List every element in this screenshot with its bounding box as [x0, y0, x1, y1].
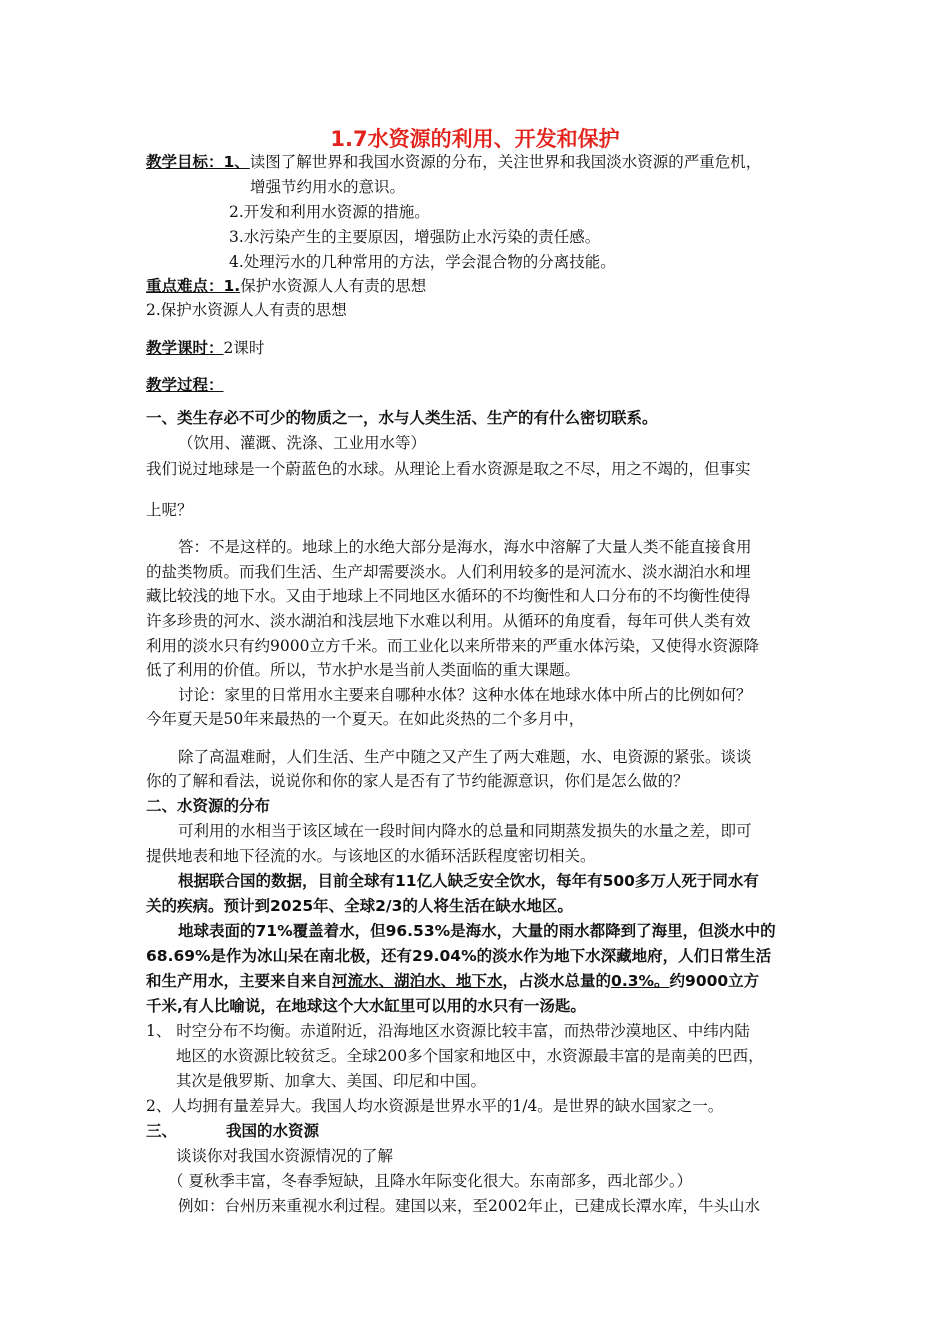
section2-p1a: 可利用的水相当于该区域在一段时间内降水的总量和同期蒸发损失的水量之差，即可: [178, 822, 752, 840]
key-points-label: 重点难点：1.: [146, 277, 241, 295]
hours-value: 2课时: [223, 339, 265, 357]
freshwater-percent: 0.3%。: [611, 972, 670, 990]
earth-water-line-3-mid: ，占淡水总量的: [502, 972, 612, 990]
section3-p3: 例如：台州历来重视水利过程。建国以来，至2002年止，已建成长潭水库，牛头山水: [178, 1197, 760, 1215]
key-points-line-2: 2.保护水资源人人有责的思想: [146, 301, 347, 319]
hours-label: 教学课时：: [146, 339, 224, 357]
list-item-1-line-3: 其次是俄罗斯、加拿大、美国、印尼和中国。: [176, 1072, 487, 1090]
process-label: 教学过程：: [146, 376, 224, 394]
objectives-line-1: [146, 151, 761, 173]
freshwater-sources: 河流水、湖泊水、地下水: [332, 972, 503, 990]
earth-water-line-3-post: 约9000立方: [669, 972, 760, 990]
objectives-text-1: 读图了解世界和我国水资源的分布，关注世界和我国淡水资源的严重危机，: [249, 153, 762, 171]
objectives-line-1b: 增强节约用水的意识。: [250, 178, 406, 196]
answer-line-4: 许多珍贵的河水、淡水湖泊和浅层地下水难以利用。从循环的角度看，每年可供人类有效: [146, 612, 751, 630]
un-data-line-2: 关的疾病。预计到2025年、全球2/3的人将生活在缺水地区。: [146, 897, 573, 915]
answer-line-3: 藏比较浅的地下水。又由于地球上不同地区水循环的不均衡性和人口分布的不均衡性使得: [146, 587, 751, 605]
earth-water-line-4: 千米,有人比喻说，在地球这个大水缸里可以用的水只有一汤匙。: [146, 997, 586, 1015]
objectives-label: 教学目标：1、: [146, 153, 250, 171]
discussion-line-2: 今年夏天是50年来最热的一个夏天。在如此炎热的二个多月中，: [146, 710, 585, 728]
un-data-line-1: 根据联合国的数据，目前全球有11亿人缺乏安全饮水，每年有500多万人死于同水有: [178, 872, 759, 890]
key-points-text: 保护水资源人人有责的思想: [240, 277, 427, 295]
section1-p1b: 上呢？: [146, 501, 193, 519]
section2-p1b: 提供地表和地下径流的水。与该地区的水循环活跃程度密切相关。: [146, 847, 596, 865]
list-item-1-line-2: 地区的水资源比较贫乏。全球200多个国家和地区中，水资源最丰富的是南美的巴西，: [176, 1047, 764, 1065]
key-points-line-1: [146, 275, 426, 297]
discussion-line-1: 讨论：家里的日常用水主要来自哪种水体？这种水体在地球水体中所占的比例如何？: [178, 686, 752, 704]
hours-line: [146, 337, 264, 359]
objectives-line-4: 4.处理污水的几种常用的方法，学会混合物的分离技能。: [229, 253, 616, 271]
section3-number: 三、: [146, 1122, 178, 1140]
section2-heading: 二、水资源的分布: [146, 797, 271, 815]
earth-water-line-2: 68.69%是作为冰山呆在南北极，还有29.04%的淡水作为地下水深藏地府，人们日常生活: [146, 947, 772, 965]
list-item-2: 2、人均拥有量差异大。我国人均水资源是世界水平的1/4。是世界的缺水国家之一。: [146, 1097, 724, 1115]
discussion-line-4: 你的了解和看法，说说你和你的家人是否有了节约能源意识，你们是怎么做的？: [146, 772, 689, 790]
page-title: 1.7水资源的利用、开发和保护: [330, 127, 620, 151]
answer-line-1: 答：不是这样的。地球上的水绝大部分是海水，海水中溶解了大量人类不能直接食用: [178, 538, 752, 556]
answer-line-2: 的盐类物质。而我们生活、生产却需要淡水。人们利用较多的是河流水、淡水湖泊水和埋: [146, 563, 751, 581]
answer-line-5: 利用的淡水只有约9000立方千米。而工业化以来所带来的严重水体污染，又使得水资源降: [146, 637, 759, 655]
earth-water-line-3-pre: 和生产用水，主要来自来自: [146, 972, 333, 990]
section3-p2: （ 夏秋季丰富，冬春季短缺，且降水年际变化很大。东南部多，西北部少。）: [168, 1172, 693, 1190]
earth-water-line-1: 地球表面的71%覆盖着水，但96.53%是海水，大量的雨水都降到了海里，但淡水中的: [178, 922, 776, 940]
objectives-line-3: 3.水污染产生的主要原因，增强防止水污染的责任感。: [229, 228, 601, 246]
section3-heading: 我国的水资源: [226, 1122, 320, 1140]
section1-heading: 一、类生存必不可少的物质之一，水与人类生活、生产的有什么密切联系。: [146, 409, 658, 427]
answer-line-6: 低了利用的价值。所以，节水护水是当前人类面临的重大课题。: [146, 661, 581, 679]
section3-p1: 谈谈你对我国水资源情况的了解: [176, 1147, 394, 1165]
objectives-line-2: 2.开发和利用水资源的措施。: [229, 203, 430, 221]
section1-p1a: 我们说过地球是一个蔚蓝色的水球。从理论上看水资源是取之不尽，用之不竭的，但事实: [146, 460, 751, 478]
discussion-line-3: 除了高温难耐，人们生活、生产中随之又产生了两大难题，水、电资源的紧张。谈谈: [178, 748, 752, 766]
list-item-1-line-1: 1、 时空分布不均衡。赤道附近，沿海地区水资源比较丰富，而热带沙漠地区、中纬内陆: [146, 1022, 750, 1040]
section1-examples: （饮用、灌溉、洗涤、工业用水等）: [178, 434, 427, 452]
earth-water-line-3: [146, 970, 759, 992]
